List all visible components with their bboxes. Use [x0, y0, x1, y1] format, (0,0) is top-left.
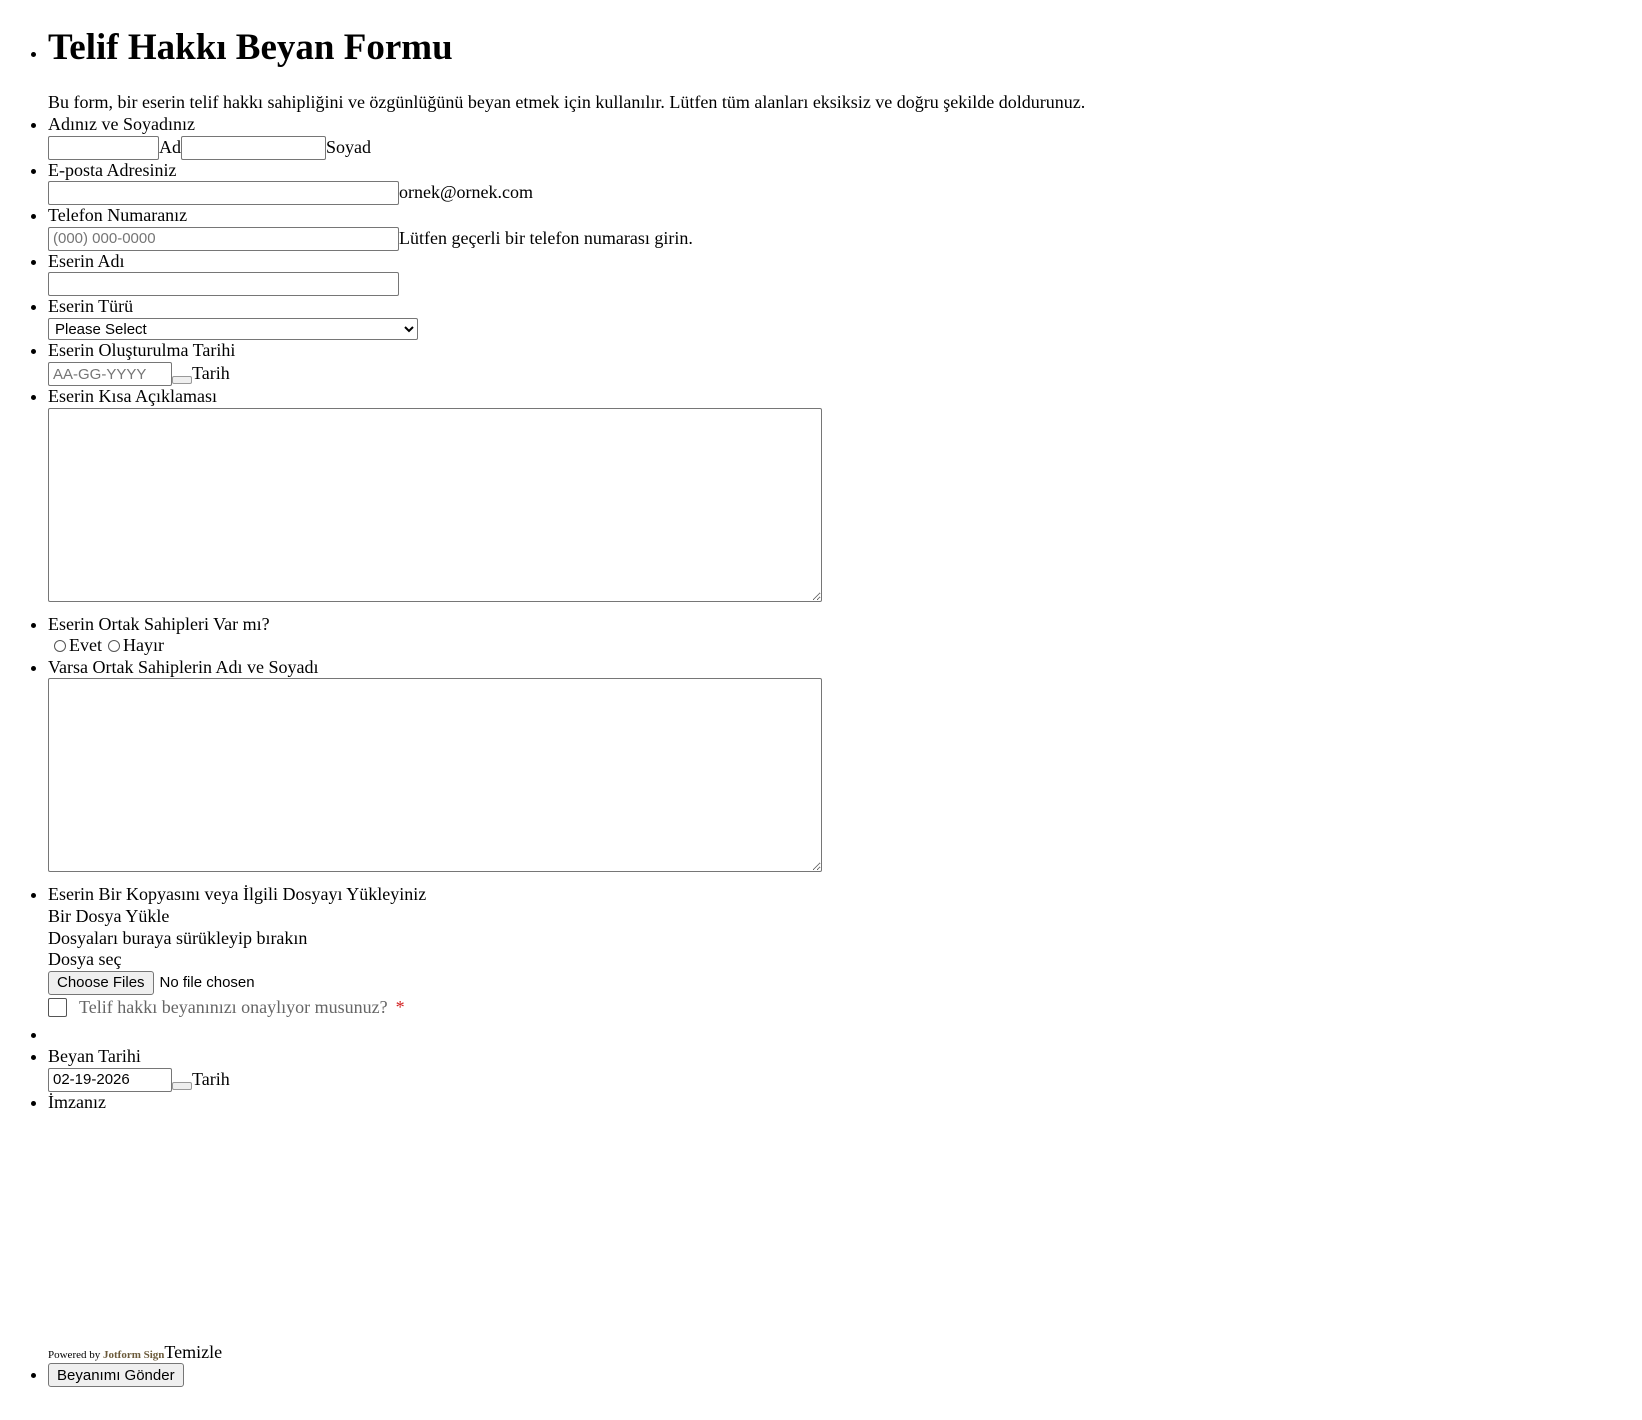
last-name-sublabel: Soyad: [326, 136, 371, 157]
email-sublabel: ornek@ornek.com: [399, 182, 534, 203]
form-title: • Telif Hakkı Beyan Formu: [48, 27, 453, 68]
form-description: Bu form, bir eserin telif hakkı sahipliğini ve özgünlüğünü beyan etmek için kullanılır. Lütfen tüm alanları eksiksiz ve doğru şekilde doldurunuz.: [48, 92, 1086, 113]
required-mark: *: [395, 996, 405, 1017]
co-owners-radio-group: [48, 635, 1642, 657]
short-desc-label: • Eserin Kısa Açıklaması: [48, 386, 217, 407]
work-name-input[interactable]: [48, 272, 399, 296]
creation-date-input[interactable]: [48, 362, 172, 386]
submit-button[interactable]: Beyanımı Gönder: [48, 1363, 184, 1387]
upload-field: [48, 884, 1642, 1018]
work-type-field: [48, 296, 1642, 340]
signature-label: • İmzanız: [48, 1091, 106, 1112]
signature-field: [48, 1092, 1642, 1363]
clear-signature-button[interactable]: Temizle: [164, 1341, 223, 1362]
submit-field: [48, 1363, 1642, 1387]
work-type-label: • Eserin Türü: [48, 296, 134, 317]
email-label: • E-posta Adresiniz: [48, 159, 177, 180]
declaration-date-input[interactable]: [48, 1068, 172, 1092]
first-name-sublabel: Ad: [159, 136, 181, 157]
form-list: [0, 26, 1642, 1387]
empty-list-item: [48, 1024, 1642, 1046]
declaration-date-label: • Beyan Tarihi: [48, 1046, 141, 1067]
co-owners-label: • Eserin Ortak Sahipleri Var mı?: [48, 613, 270, 634]
short-desc-field: [48, 386, 1642, 602]
work-name-field: [48, 251, 1642, 297]
upload-title: Bir Dosya Yükle: [48, 906, 170, 927]
calendar-icon[interactable]: [172, 376, 192, 384]
creation-date-sublabel: Tarih: [192, 363, 230, 384]
choose-files-button[interactable]: Choose Files: [48, 971, 154, 995]
email-input[interactable]: [48, 181, 399, 205]
creation-date-field: [48, 340, 1642, 386]
form-header: [48, 26, 1642, 114]
co-owner-names-label: • Varsa Ortak Sahiplerin Adı ve Soyadı: [48, 656, 319, 677]
radio-no-label[interactable]: Hayır: [123, 635, 164, 656]
work-type-select[interactable]: [48, 318, 418, 340]
creation-date-label: • Eserin Oluşturulma Tarihi: [48, 340, 236, 361]
name-label: • Adınız ve Soyadınız: [48, 113, 195, 134]
phone-label: • Telefon Numaranız: [48, 205, 188, 226]
radio-yes-label[interactable]: Evet: [69, 635, 102, 656]
radio-no[interactable]: [108, 640, 120, 652]
short-desc-textarea[interactable]: [48, 408, 822, 602]
powered-by-text: [48, 1349, 164, 1362]
declaration-date-sublabel: Tarih: [192, 1069, 230, 1090]
first-name-input[interactable]: [48, 136, 159, 160]
phone-field: [48, 205, 1642, 251]
consent-checkbox[interactable]: [48, 998, 67, 1017]
jotform-sign-logo: Jotform Sign: [103, 1348, 165, 1361]
calendar-icon[interactable]: [172, 1082, 192, 1090]
signature-pad[interactable]: [48, 1114, 1642, 1342]
co-owner-names-field: [48, 657, 1642, 873]
file-status: No file chosen: [159, 973, 255, 991]
name-field: [48, 114, 1642, 160]
consent-row: [48, 997, 1642, 1019]
upload-choose-text: Dosya seç: [48, 949, 122, 970]
work-name-label: • Eserin Adı: [48, 250, 125, 271]
consent-label[interactable]: Telif hakkı beyanınızı onaylıyor musunuz?: [79, 996, 388, 1017]
upload-label: • Eserin Bir Kopyasını veya İlgili Dosyayı Yükleyiniz: [48, 884, 427, 905]
upload-drop-text: Dosyaları buraya sürükleyip bırakın: [48, 927, 308, 948]
email-field: [48, 160, 1642, 206]
powered-prefix: Powered by: [48, 1348, 101, 1361]
last-name-input[interactable]: [181, 136, 326, 160]
radio-yes[interactable]: [54, 640, 66, 652]
co-owners-field: [48, 614, 1642, 657]
phone-input[interactable]: [48, 227, 399, 251]
phone-sublabel: Lütfen geçerli bir telefon numarası girin.: [399, 227, 693, 248]
co-owner-names-textarea[interactable]: [48, 678, 822, 872]
declaration-date-field: [48, 1046, 1642, 1092]
